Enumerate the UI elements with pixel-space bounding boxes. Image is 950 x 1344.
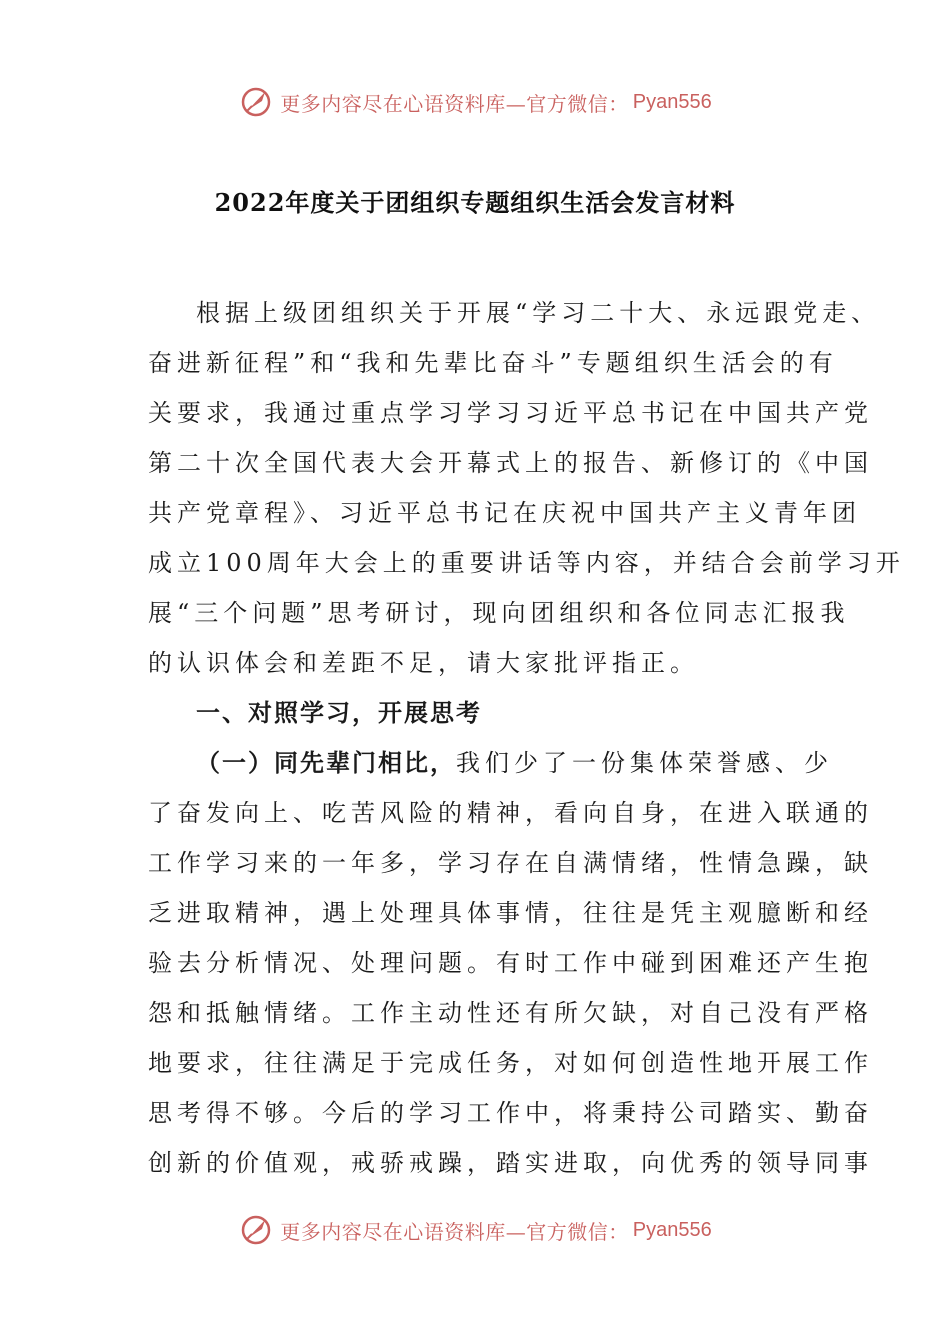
watermark-text: 更多内容尽在心语资料库—官方微信： [280, 1219, 629, 1244]
paragraph-line: 展“三个问题”思考研讨，现向团组织和各位同志汇报我 [148, 599, 850, 627]
paragraph-line: 了奋发向上、吃苦风险的精神，看向自身，在进入联通的 [148, 799, 873, 827]
paragraph-line: 创新的价值观，戒骄戒躁，踏实进取，向优秀的领导同事 [148, 1149, 873, 1177]
watermark-wechat-id: Pyan556 [632, 1218, 712, 1241]
paragraph-line: 关要求，我通过重点学习学习习近平总书记在中国共产党 [148, 399, 873, 427]
paragraph-line: 第二十次全国代表大会开幕式上的报告、新修订的《中国 [148, 449, 873, 477]
subsection-first-line [148, 738, 833, 788]
paragraph-line: 奋进新征程”和“我和先辈比奋斗”专题组织生活会的有 [148, 349, 838, 377]
paragraph-line: 思考得不够。今后的学习工作中，将秉持公司踏实、勤奋 [148, 1099, 873, 1127]
watermark-wechat-id: Pyan556 [632, 90, 712, 113]
subsection-text: 我们少了一份集体荣誉感、少 [456, 749, 833, 777]
paragraph-line: 验去分析情况、处理问题。有时工作中碰到困难还产生抱 [148, 949, 873, 977]
document-title: 2022年度关于团组织专题组织生活会发言材料 [214, 188, 736, 217]
paragraph-line: 怨和抵触情绪。工作主动性还有所欠缺，对自己没有严格 [148, 999, 873, 1027]
quill-logo-icon [238, 1212, 274, 1248]
paragraph-line: 共产党章程》、习近平总书记在庆祝中国共产主义青年团 [148, 499, 861, 527]
paragraph-line: 工作学习来的一年多，学习存在自满情绪，性情急躁，缺 [148, 849, 873, 877]
paragraph-line: 的认识体会和差距不足，请大家批评指正。 [148, 649, 699, 677]
paragraph-line: 地要求，往往满足于完成任务，对如何创造性地开展工作 [148, 1049, 873, 1077]
watermark-header [0, 82, 950, 122]
quill-logo-icon [238, 84, 274, 120]
subsection-heading: （一）同先辈门相比， [196, 748, 456, 777]
section-heading: 一、对照学习，开展思考 [196, 698, 482, 727]
watermark-text: 更多内容尽在心语资料库—官方微信： [280, 91, 629, 116]
document-body [148, 288, 905, 1188]
watermark-footer [0, 1210, 950, 1250]
paragraph-line: 成立100周年大会上的重要讲话等内容，并结合会前学习开 [148, 549, 905, 577]
paragraph-line: 根据上级团组织关于开展“学习二十大、永远跟党走、 [196, 299, 881, 327]
paragraph-line: 乏进取精神，遇上处理具体事情，往往是凭主观臆断和经 [148, 899, 873, 927]
